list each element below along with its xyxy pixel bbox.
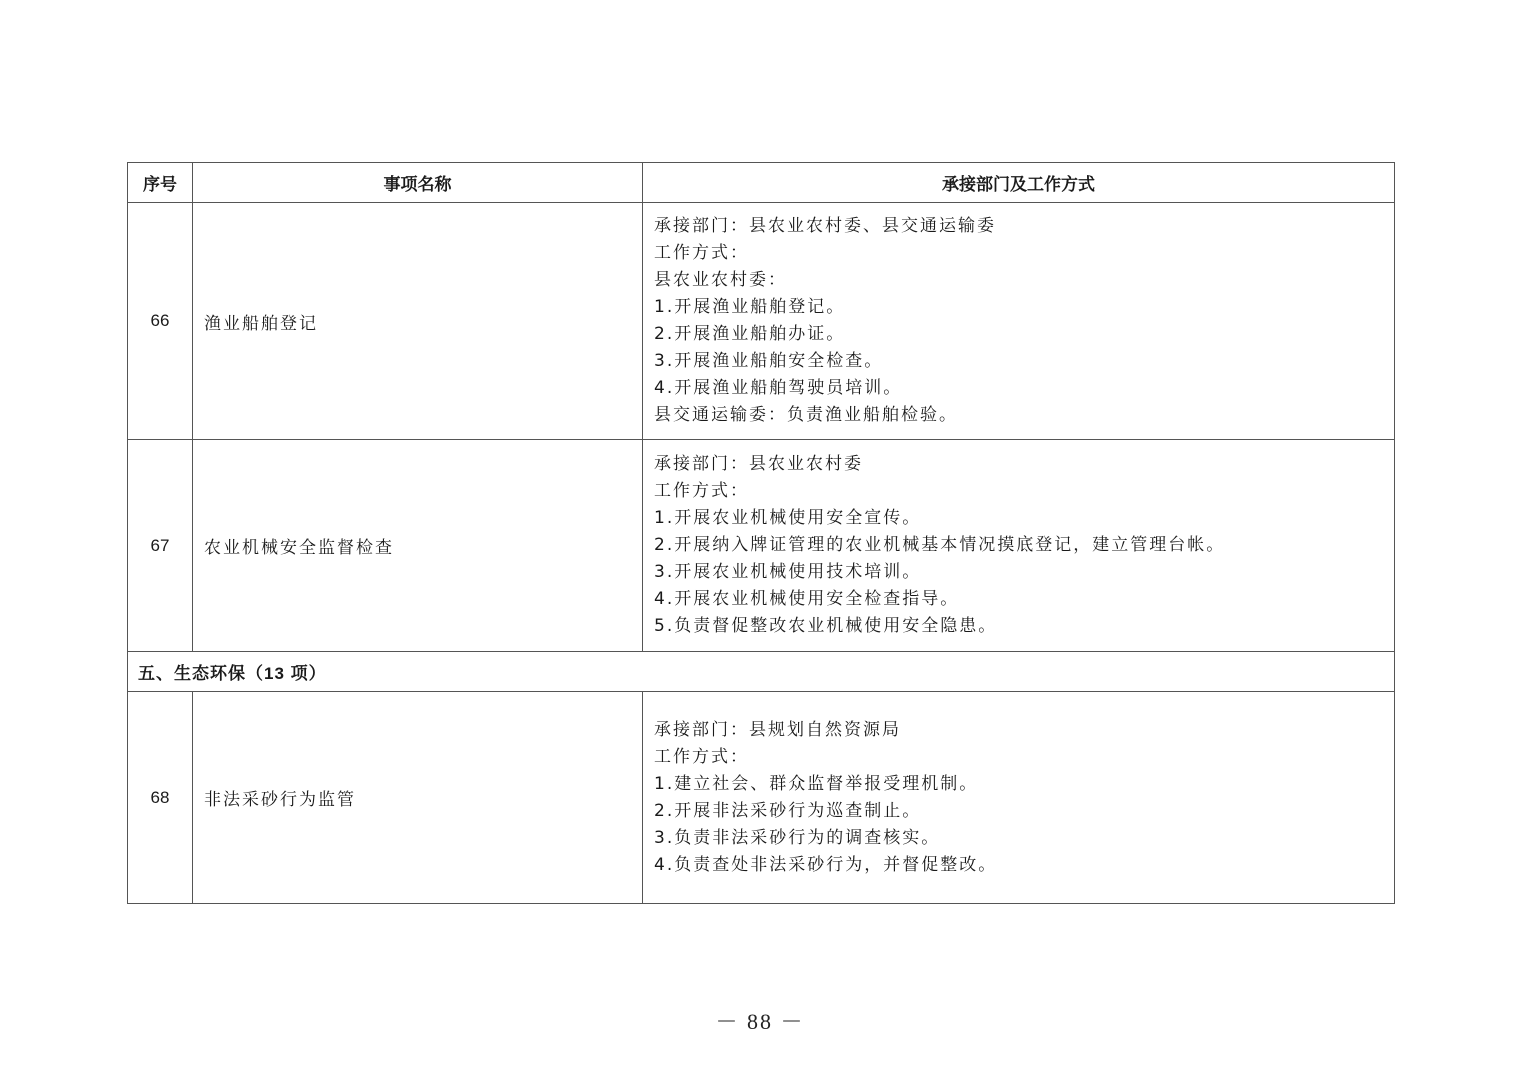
header-item-name: 事项名称 [193,163,643,203]
header-department-method: 承接部门及工作方式 [643,163,1395,203]
dept-line: 3.负责非法采砂行为的调查核实。 [654,827,941,848]
row-number: 68 [128,692,193,904]
row-number: 66 [128,203,193,440]
dept-line: 承接部门：县规划自然资源局 [654,719,901,740]
dept-line: 县农业农村委： [654,270,787,290]
department-method-cell [643,440,1395,652]
dept-line: 工作方式： [654,746,749,767]
table-row [128,203,1395,440]
row-number: 67 [128,440,193,652]
dept-line: 1.开展农业机械使用安全宣传。 [654,508,922,528]
department-method-cell [643,203,1395,440]
dept-line: 3.开展农业机械使用技术培训。 [654,562,922,582]
table-header-row [128,163,1395,203]
department-method-cell [643,692,1395,904]
dept-line: 2.开展渔业船舶办证。 [654,324,846,344]
dept-line: 2.开展纳入牌证管理的农业机械基本情况摸底登记，建立管理台帐。 [654,535,1226,555]
dept-line: 4.开展渔业船舶驾驶员培训。 [654,378,903,398]
dept-line: 承接部门：县农业农村委 [654,454,863,474]
dept-line: 4.负责查处非法采砂行为，并督促整改。 [654,854,998,875]
section-header-row [128,652,1395,692]
item-name: 非法采砂行为监管 [193,692,643,904]
item-name: 渔业船舶登记 [193,203,643,440]
dept-line: 5.负责督促整改农业机械使用安全隐患。 [654,616,998,636]
dept-line: 承接部门：县农业农村委、县交通运输委 [654,216,996,236]
section-title: 五、生态环保（13 项） [128,652,1395,692]
header-serial-number: 序号 [128,163,193,203]
dept-line: 3.开展渔业船舶安全检查。 [654,351,884,371]
dept-line: 1.建立社会、群众监督举报受理机制。 [654,773,979,794]
page-number: － 88 － [715,1009,805,1034]
dept-line: 2.开展非法采砂行为巡查制止。 [654,800,922,821]
items-table [127,162,1395,904]
table-row [128,440,1395,652]
dept-line: 县交通运输委：负责渔业船舶检验。 [654,405,958,425]
table-row [128,692,1395,904]
item-name: 农业机械安全监督检查 [193,440,643,652]
dept-line: 工作方式： [654,243,749,263]
dept-line: 工作方式： [654,481,749,501]
dept-line: 4.开展农业机械使用安全检查指导。 [654,589,960,609]
dept-line: 1.开展渔业船舶登记。 [654,297,846,317]
